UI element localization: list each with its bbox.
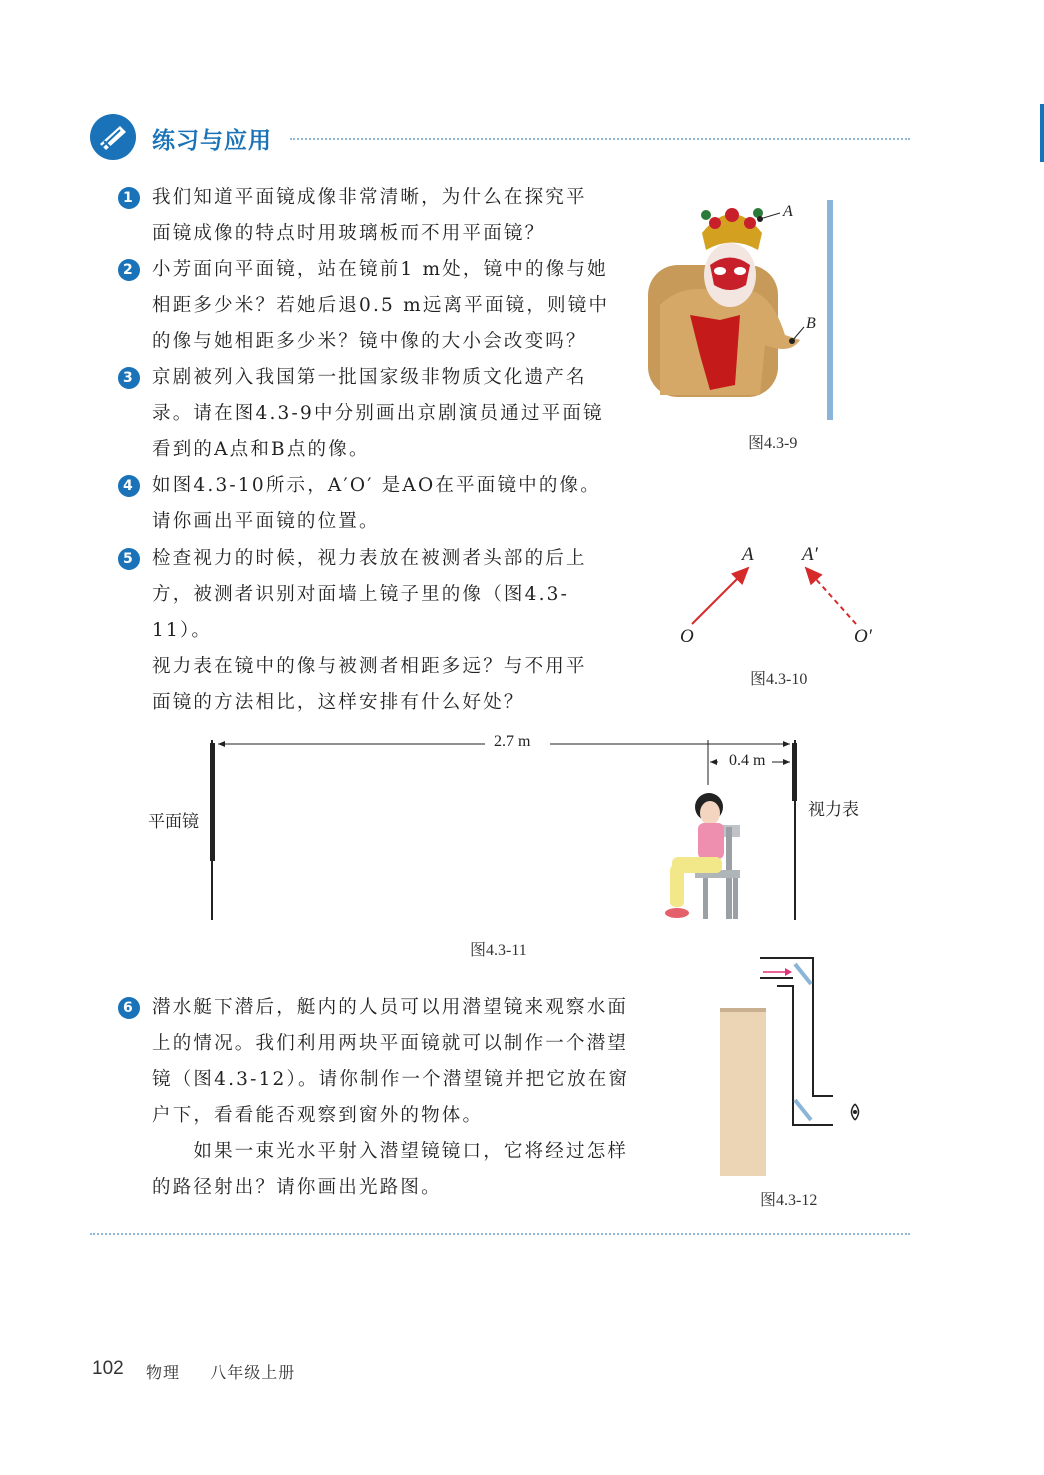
question-number: 6: [118, 997, 140, 1019]
question-2: [118, 252, 618, 360]
page-edge-mark: [1040, 104, 1044, 162]
subject-name: 物理: [146, 1363, 181, 1382]
bottom-mirror: [795, 1100, 811, 1120]
section-title: 练习与应用: [152, 128, 272, 154]
seated-person-illustration: [665, 793, 740, 919]
label-o: O: [680, 626, 694, 647]
question-line: 的路径射出？请你画出光路图。: [152, 1177, 442, 1198]
arrow-a2o2-dashed: [806, 568, 856, 624]
eye-icon: [852, 1104, 859, 1120]
question-line: 如图4.3-10所示，A′O′ 是AO在平面镜中的像。: [152, 475, 601, 496]
section-end-divider: [90, 1233, 910, 1235]
question-number: 4: [118, 475, 140, 497]
eye-test-diagram: [140, 725, 880, 925]
wall-block: [720, 1008, 766, 1176]
arrow-ao: [692, 568, 748, 624]
question-line: 镜（图4.3-12）。请你制作一个潜望镜并把它放在窗: [152, 1069, 630, 1090]
question-5: [118, 541, 618, 721]
question-line: 看到的A点和B点的像。: [152, 439, 370, 460]
figure-caption: 图4.3-10: [750, 671, 808, 688]
question-1: [118, 180, 618, 252]
figure-4-3-9: [640, 195, 840, 425]
figure-caption: 图4.3-12: [760, 1192, 818, 1209]
question-line: 请你画出平面镜的位置。: [152, 511, 380, 532]
figure-caption: 图4.3-11: [470, 942, 527, 959]
question-line: 如果一束光水平射入潜望镜镜口，它将经过怎样: [152, 1141, 629, 1162]
periscope-diagram: [715, 950, 875, 1180]
question-line: 面镜的方法相比，这样安排有什么好处？: [152, 692, 525, 713]
question-number: 2: [118, 259, 140, 281]
exercise-icon: [90, 114, 136, 160]
figure-4-3-10: [660, 540, 900, 660]
eye-chart-bar: [792, 743, 797, 801]
question-line: 检查视力的时候，视力表放在被测者头部的后上: [152, 548, 587, 569]
opera-performer-illustration: [640, 195, 840, 425]
question-line: 小芳面向平面镜，站在镜前1 m处，镜中的像与她: [152, 259, 608, 280]
question-line: 潜水艇下潜后，艇内的人员可以用潜望镜来观察水面: [152, 997, 629, 1018]
question-line: 我们知道平面镜成像非常清晰，为什么在探究平: [152, 187, 587, 208]
mirror-bar: [210, 743, 215, 861]
label-point-a: A: [783, 203, 793, 220]
dimension-small: 0.4 m: [729, 752, 766, 769]
page-number: 102: [92, 1358, 124, 1379]
figure-caption: 图4.3-9: [748, 435, 798, 452]
question-line: 方，被测者识别对面墙上镜子里的像（图4.3-11）。: [152, 584, 570, 641]
question-number: 5: [118, 548, 140, 570]
question-line: 面镜成像的特点时用玻璃板而不用平面镜？: [152, 223, 546, 244]
label-a: A: [742, 544, 754, 565]
dimension-total: 2.7 m: [494, 733, 531, 750]
question-line: 户下，看看能否观察到窗外的物体。: [152, 1105, 484, 1126]
question-line: 视力表在镜中的像与被测者相距多远？与不用平: [152, 656, 587, 677]
question-4: [118, 468, 618, 540]
question-line: 相距多少米？若她后退0.5 m远离平面镜，则镜中: [152, 295, 610, 316]
question-line: 上的情况。我们利用两块平面镜就可以制作一个潜望: [152, 1033, 629, 1054]
top-mirror: [795, 964, 811, 984]
label-o-prime: O′: [854, 626, 872, 647]
header-divider: [290, 138, 910, 140]
question-3: [118, 360, 618, 468]
label-point-b: B: [806, 315, 816, 332]
mirror-label: 平面镜: [148, 812, 199, 832]
eye-chart-label: 视力表: [808, 800, 859, 820]
label-a-prime: A′: [802, 544, 818, 565]
figure-4-3-11: [140, 725, 880, 925]
question-6: [118, 990, 658, 1206]
question-line: 京剧被列入我国第一批国家级非物质文化遗产名: [152, 367, 587, 388]
figure-4-3-12: [715, 950, 875, 1180]
book-name: 八年级上册: [210, 1363, 296, 1382]
question-number: 1: [118, 187, 140, 209]
footer-subject: [146, 1360, 295, 1383]
question-line: 录。请在图4.3-9中分别画出京剧演员通过平面镜: [152, 403, 604, 424]
question-number: 3: [118, 367, 140, 389]
question-line: 的像与她相距多少米？镜中像的大小会改变吗？: [152, 331, 587, 352]
